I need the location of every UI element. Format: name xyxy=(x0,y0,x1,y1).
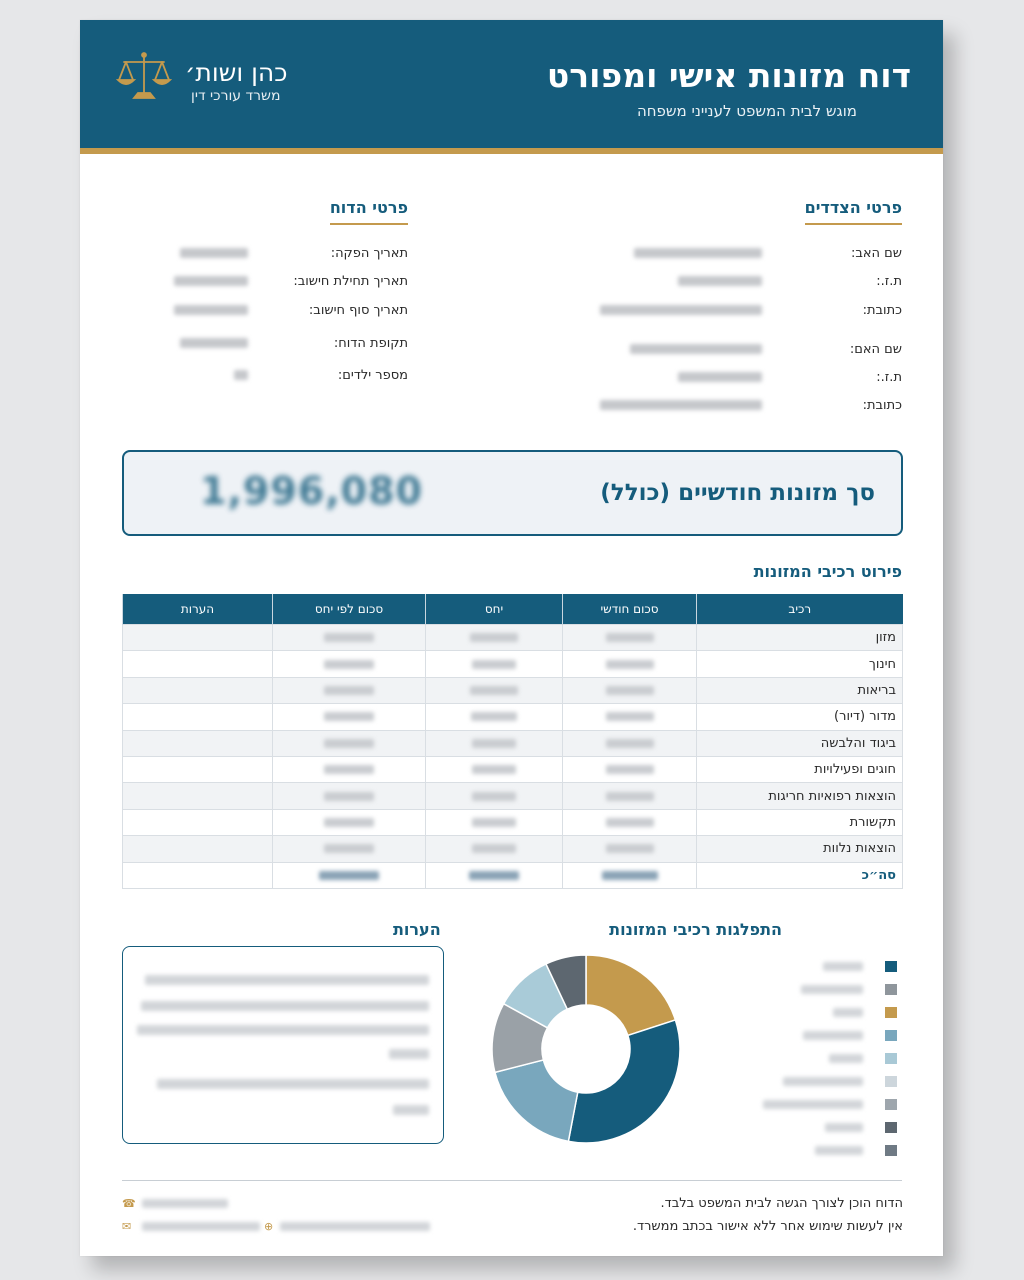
monthly-amount-cell xyxy=(563,651,697,677)
monthly-amount-cell xyxy=(563,809,697,835)
amount-by-ratio-cell xyxy=(273,756,426,782)
total-monthly-cell xyxy=(563,862,697,888)
redacted-mother-id xyxy=(678,372,762,382)
table-row xyxy=(123,783,903,809)
monthly-amount-cell xyxy=(563,783,697,809)
redacted-legend-label xyxy=(825,1123,863,1132)
legend-swatch xyxy=(885,984,897,995)
report-header xyxy=(80,20,943,154)
father-id-label: ת.ז.: xyxy=(876,274,902,289)
redacted-legend-label xyxy=(815,1146,863,1155)
period-label: תקופת הדוח: xyxy=(333,336,408,351)
table-row xyxy=(123,704,903,730)
component-name: בריאות xyxy=(697,677,903,703)
email-icon: ✉ xyxy=(122,1220,132,1233)
component-name: מזון xyxy=(697,625,903,651)
redacted-issue-date xyxy=(180,248,248,258)
calc-start-label: תאריך תחילת חישוב: xyxy=(293,274,408,289)
notes-cell xyxy=(123,651,273,677)
redacted-legend-label xyxy=(801,985,863,994)
ratio-cell xyxy=(426,836,563,862)
legend-swatch xyxy=(885,1007,897,1018)
donut-slice-3 xyxy=(495,1060,578,1141)
report-title: דוח מזונות אישי ומפורט xyxy=(546,56,911,95)
breakdown-section-title: פירוט רכיבי המזונות xyxy=(753,562,902,581)
header-monthly-amount: סכום חודשי xyxy=(563,594,697,625)
component-name: מדור (דיור) xyxy=(697,704,903,730)
redacted-father-id xyxy=(678,276,762,286)
component-name: חוגים ופעילויות xyxy=(697,756,903,782)
legend-swatch xyxy=(885,1030,897,1041)
redacted-calc-start xyxy=(174,276,248,286)
legend-swatch xyxy=(885,1053,897,1064)
ratio-cell xyxy=(426,651,563,677)
legend-swatch xyxy=(885,1099,897,1110)
total-alimony-value: 1,996,080 xyxy=(200,469,423,513)
legend-swatch xyxy=(885,1076,897,1087)
redacted-note-line xyxy=(157,1079,429,1089)
table-header-row xyxy=(123,594,903,625)
legend-item xyxy=(760,1121,897,1135)
table-row xyxy=(123,651,903,677)
amount-by-ratio-cell xyxy=(273,809,426,835)
monthly-amount-cell xyxy=(563,836,697,862)
amount-by-ratio-cell xyxy=(273,677,426,703)
notes-cell xyxy=(123,836,273,862)
legend-item xyxy=(760,1098,897,1112)
table-row xyxy=(123,836,903,862)
notes-cell xyxy=(123,704,273,730)
globe-icon: ⊕ xyxy=(264,1220,274,1233)
report-page xyxy=(80,20,943,1256)
legend-item xyxy=(760,960,897,974)
total-alimony-label: סך מזונות חודשיים (כולל) xyxy=(600,480,875,506)
header-component: רכיב xyxy=(697,594,903,625)
notes-cell xyxy=(123,809,273,835)
header-notes: הערות xyxy=(123,594,273,625)
legend-item xyxy=(760,1029,897,1043)
distribution-chart-title: התפלגות רכיבי המזונות xyxy=(609,920,782,939)
footer-disclaimer-2: אין לעשות שימוש אחר ללא אישור בכתב ממשרד. xyxy=(632,1219,903,1234)
header-ratio: יחס xyxy=(426,594,563,625)
amount-by-ratio-cell xyxy=(273,836,426,862)
notes-cell xyxy=(123,756,273,782)
amount-by-ratio-cell xyxy=(273,730,426,756)
distribution-donut-chart xyxy=(486,942,686,1156)
report-subtitle: מוגש לבית המשפט לענייני משפחה xyxy=(636,102,857,120)
total-by-ratio-cell xyxy=(273,862,426,888)
monthly-amount-cell xyxy=(563,677,697,703)
ratio-cell xyxy=(426,809,563,835)
redacted-calc-end xyxy=(174,305,248,315)
monthly-amount-cell xyxy=(563,756,697,782)
component-name: חינוך xyxy=(697,651,903,677)
firm-name: כהן ושות׳ xyxy=(185,58,288,87)
table-row xyxy=(123,809,903,835)
notes-cell xyxy=(123,625,273,651)
ratio-cell xyxy=(426,704,563,730)
redacted-legend-label xyxy=(833,1008,863,1017)
father-name-label: שם האב: xyxy=(850,246,902,261)
component-name: הוצאות רפואיות חריגות xyxy=(697,783,903,809)
redacted-note-line xyxy=(137,1025,429,1035)
ratio-cell xyxy=(426,677,563,703)
ratio-cell xyxy=(426,756,563,782)
table-row xyxy=(123,625,903,651)
father-address-label: כתובת: xyxy=(862,303,902,318)
notes-box xyxy=(122,946,444,1144)
breakdown-table xyxy=(122,594,903,889)
legend-swatch xyxy=(885,1145,897,1156)
redacted-children-count xyxy=(234,370,248,380)
legend-item xyxy=(760,1075,897,1089)
scales-of-justice-icon xyxy=(116,50,172,102)
redacted-legend-label xyxy=(763,1100,863,1109)
mother-address-label: כתובת: xyxy=(862,398,902,413)
legend-swatch xyxy=(885,961,897,972)
mother-id-label: ת.ז.: xyxy=(876,370,902,385)
table-row xyxy=(123,730,903,756)
parties-section-title: פרטי הצדדים xyxy=(805,198,902,225)
legend-item xyxy=(760,1006,897,1020)
calc-end-label: תאריך סוף חישוב: xyxy=(308,303,408,318)
legend-swatch xyxy=(885,1122,897,1133)
redacted-email xyxy=(142,1222,260,1231)
redacted-period xyxy=(180,338,248,348)
monthly-amount-cell xyxy=(563,625,697,651)
redacted-website xyxy=(280,1222,430,1231)
redacted-note-line xyxy=(145,975,429,985)
footer-divider xyxy=(122,1180,902,1181)
table-row xyxy=(123,756,903,782)
component-name: הוצאות נלוות xyxy=(697,836,903,862)
legend-item xyxy=(760,1144,897,1158)
total-ratio-cell xyxy=(426,862,563,888)
amount-by-ratio-cell xyxy=(273,704,426,730)
redacted-phone xyxy=(142,1199,228,1208)
ratio-cell xyxy=(426,783,563,809)
component-name: תקשורת xyxy=(697,809,903,835)
donut-slice-1 xyxy=(586,955,675,1035)
amount-by-ratio-cell xyxy=(273,625,426,651)
amount-by-ratio-cell xyxy=(273,651,426,677)
amount-by-ratio-cell xyxy=(273,783,426,809)
firm-subtitle: משרד עורכי דין xyxy=(191,88,281,104)
redacted-legend-label xyxy=(823,962,863,971)
total-alimony-box xyxy=(122,450,903,536)
children-count-label: מספר ילדים: xyxy=(337,368,408,383)
redacted-legend-label xyxy=(803,1031,863,1040)
phone-icon: ☎ xyxy=(122,1197,136,1210)
table-row xyxy=(123,677,903,703)
mother-name-label: שם האם: xyxy=(849,342,902,357)
ratio-cell xyxy=(426,730,563,756)
redacted-legend-label xyxy=(783,1077,863,1086)
total-row-label: סה״כ xyxy=(697,862,903,888)
redacted-father-address xyxy=(600,305,762,315)
redacted-mother-name xyxy=(630,344,762,354)
notes-cell xyxy=(123,677,273,703)
redacted-legend-label xyxy=(829,1054,863,1063)
notes-section-title: הערות xyxy=(393,920,441,939)
redacted-note-line xyxy=(141,1001,429,1011)
legend-item xyxy=(760,983,897,997)
ratio-cell xyxy=(426,625,563,651)
monthly-amount-cell xyxy=(563,730,697,756)
donut-slice-2 xyxy=(568,1020,680,1143)
table-total-row xyxy=(123,862,903,888)
total-notes-cell xyxy=(123,862,273,888)
issue-date-label: תאריך הפקה: xyxy=(330,246,408,261)
report-details-section-title: פרטי הדוח xyxy=(330,198,408,225)
redacted-father-name xyxy=(634,248,762,258)
footer-disclaimer-1: הדוח הוכן לצורך הגשה לבית המשפט בלבד. xyxy=(660,1196,903,1211)
redacted-note-line xyxy=(393,1105,429,1115)
monthly-amount-cell xyxy=(563,704,697,730)
legend-item xyxy=(760,1052,897,1066)
header-amount-by-ratio: סכום לפי יחס xyxy=(273,594,426,625)
redacted-mother-address xyxy=(600,400,762,410)
component-name: ביגוד והלבשה xyxy=(697,730,903,756)
redacted-note-line xyxy=(389,1049,429,1059)
notes-cell xyxy=(123,730,273,756)
notes-cell xyxy=(123,783,273,809)
